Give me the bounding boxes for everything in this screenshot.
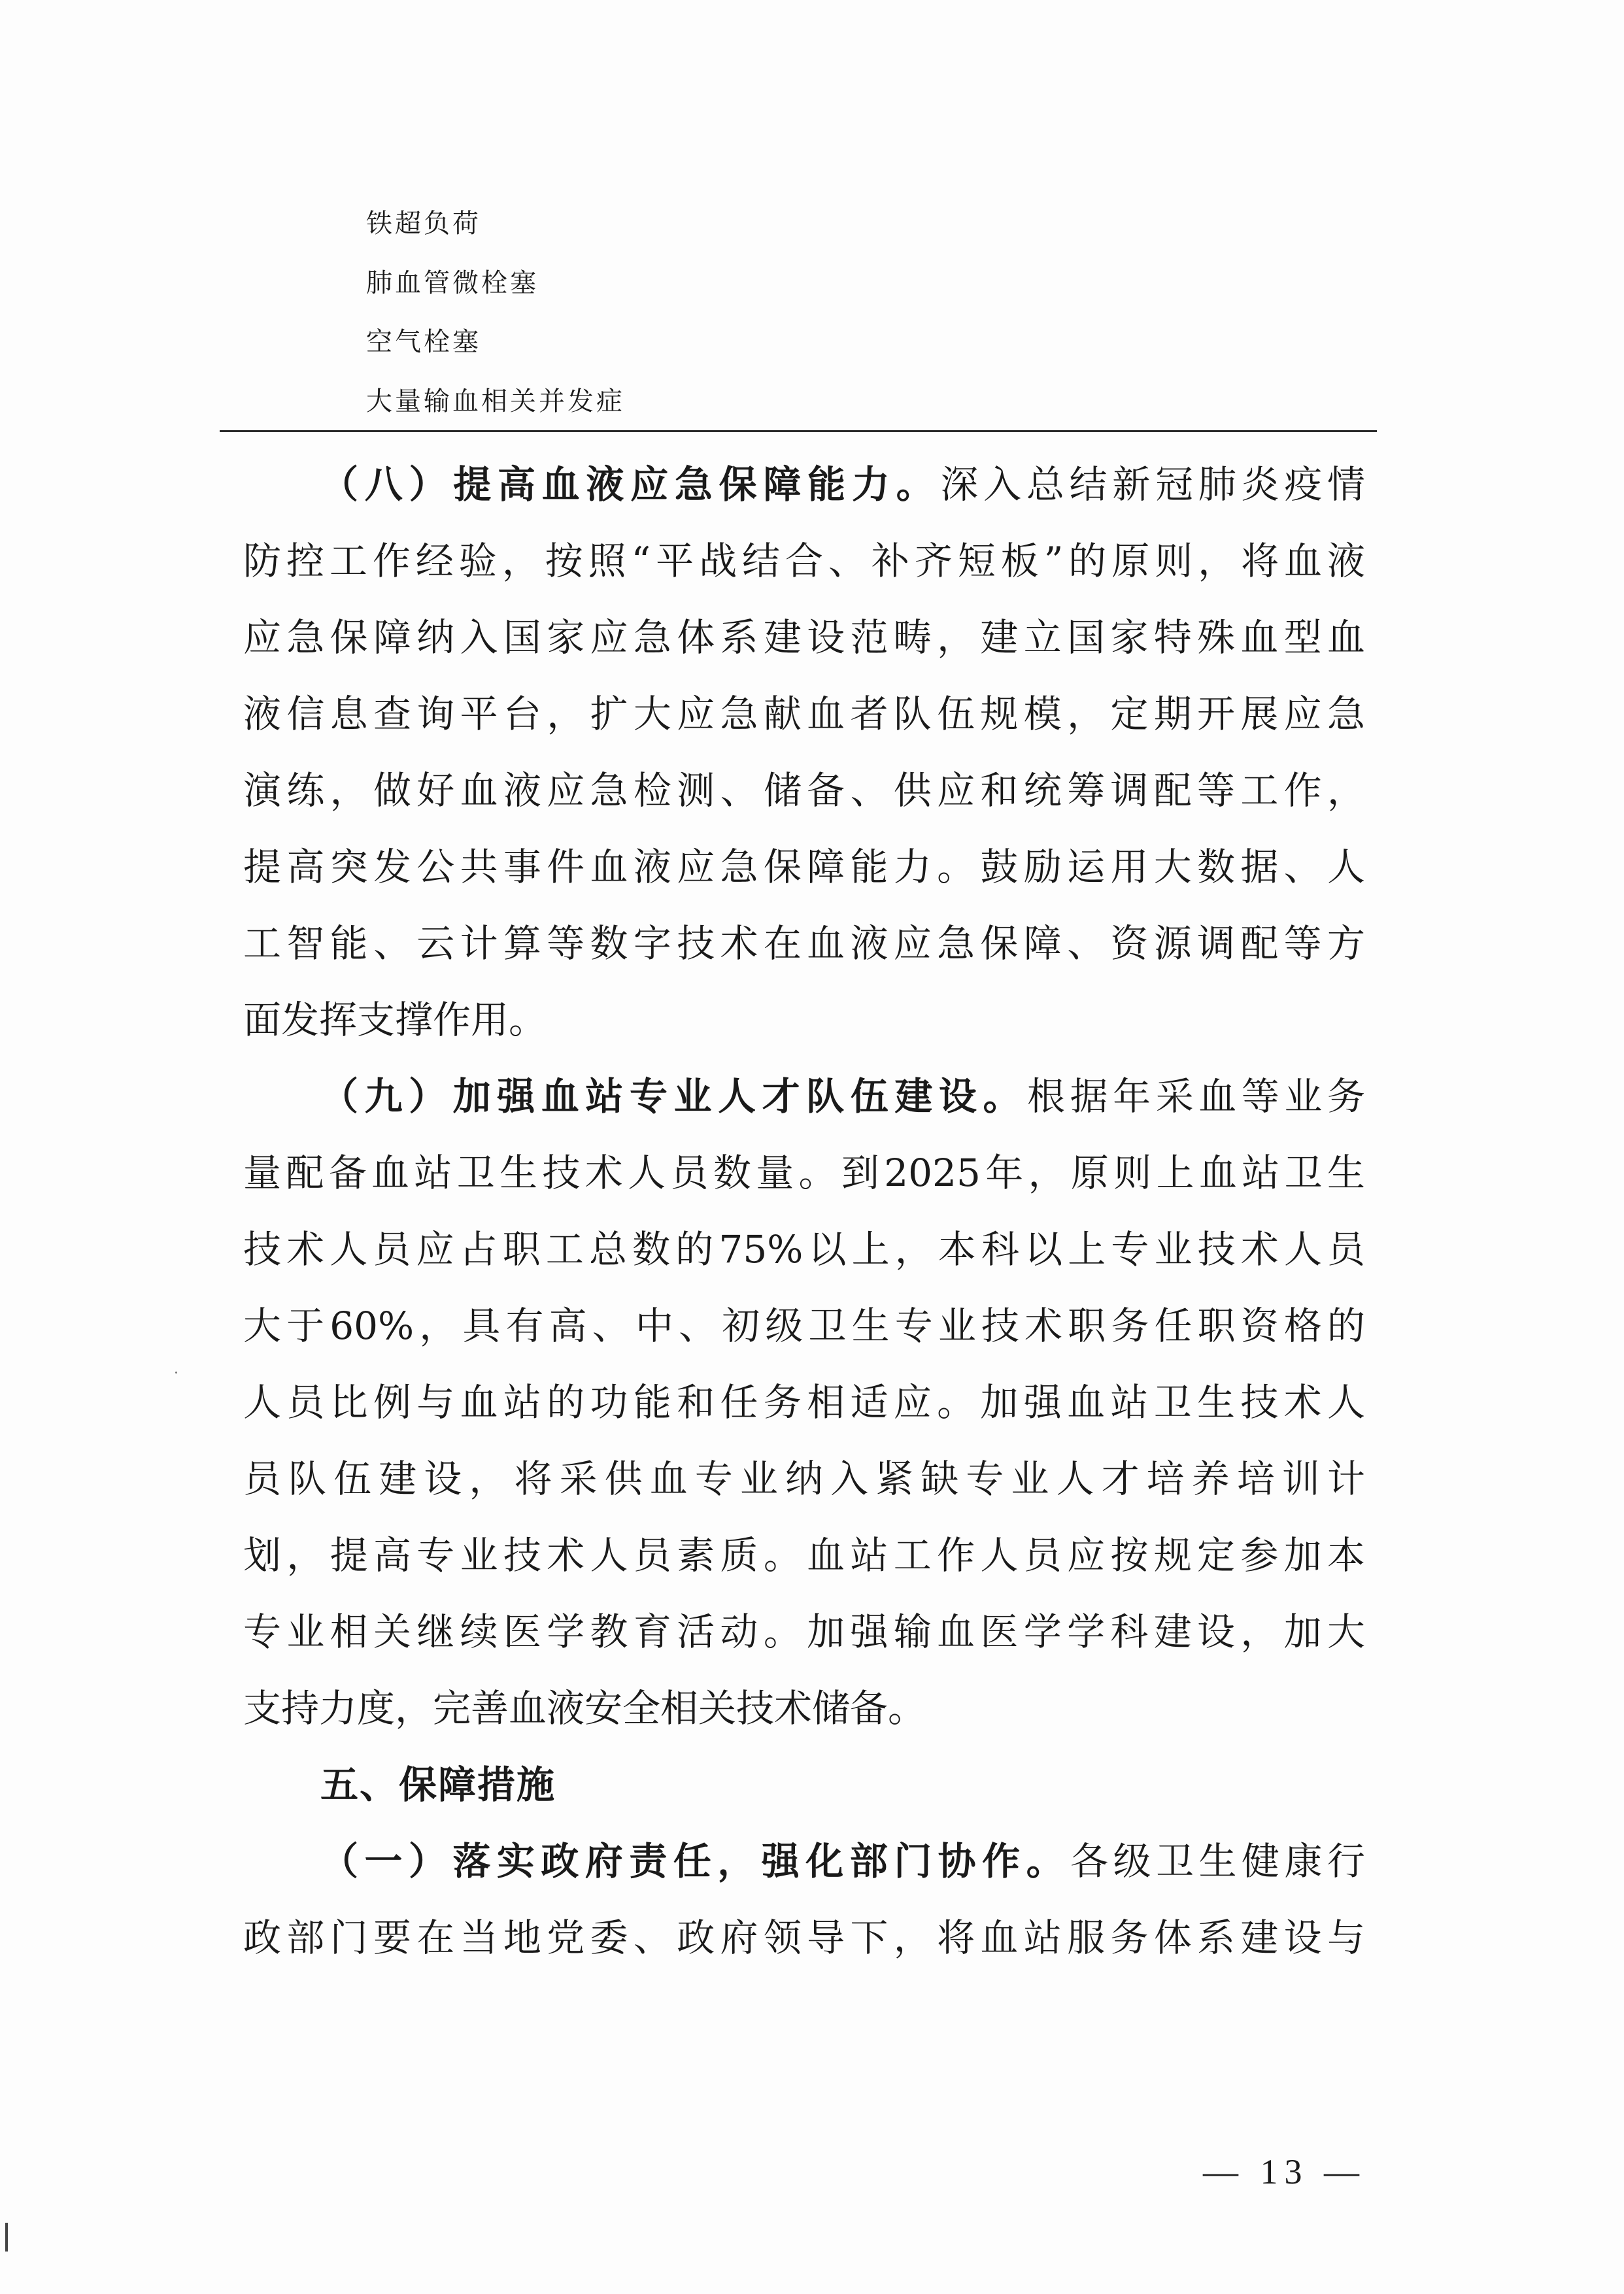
section-heading: 五、保障措施: [320, 1763, 556, 1807]
table-row: 铁超负荷: [366, 209, 481, 239]
table-bottom-rule: [220, 430, 1377, 432]
paragraph-line: [320, 462, 1365, 507]
paragraph-line: 员队伍建设，将采供血专业纳入紧缺专业人才培养培训计: [243, 1457, 1365, 1501]
paragraph-line: 量配备血站卫生技术人员数量。到2025年，原则上血站卫生: [243, 1151, 1365, 1195]
section-lead: （八）提高血液应急保障能力。: [320, 462, 941, 507]
paragraph-line: 面发挥支撑作用。: [243, 998, 547, 1042]
paragraph-line: 液信息查询平台，扩大应急献血者队伍规模，定期开展应急: [243, 692, 1365, 736]
paragraph-line: 支持力度，完善血液安全相关技术储备。: [243, 1686, 926, 1730]
table-row: 大量输血相关并发症: [366, 386, 625, 416]
paragraph-line: [320, 1074, 1365, 1119]
scan-artifact-mark: [5, 2223, 8, 2252]
paragraph-line: 政部门要在当地党委、政府领导下，将血站服务体系建设与: [243, 1915, 1365, 1960]
section-lead: （九）加强血站专业人才队伍建设。: [320, 1074, 1028, 1119]
paragraph-text: 根据年采血等业务: [1027, 1074, 1365, 1119]
paragraph-line: 大于60%，具有高、中、初级卫生专业技术职务任职资格的: [243, 1304, 1365, 1348]
paragraph-line: 人员比例与血站的功能和任务相适应。加强血站卫生技术人: [243, 1380, 1365, 1425]
paragraph-line: 防控工作经验，按照“平战结合、补齐短板”的原则，将血液: [243, 539, 1365, 583]
paragraph-line: 演练，做好血液应急检测、储备、供应和统筹调配等工作，: [243, 768, 1365, 813]
paragraph-text: 各级卫生健康行: [1070, 1839, 1365, 1883]
page-number: — 13 —: [1203, 2152, 1366, 2191]
paragraph-line: 提高突发公共事件血液应急保障能力。鼓励运用大数据、人: [243, 845, 1365, 889]
scan-artifact-dot: [175, 1372, 177, 1374]
paragraph-line: 技术人员应占职工总数的75%以上，本科以上专业技术人员: [243, 1227, 1365, 1272]
paragraph-text: 深入总结新冠肺炎疫情: [940, 462, 1365, 507]
paragraph-line: [320, 1839, 1365, 1883]
table-row: 空气栓塞: [366, 327, 481, 357]
table-row: 肺血管微栓塞: [366, 268, 539, 298]
section-lead: （一）落实政府责任，强化部门协作。: [320, 1839, 1071, 1883]
paragraph-line: 划，提高专业技术人员素质。血站工作人员应按规定参加本: [243, 1533, 1365, 1577]
paragraph-line: 专业相关继续医学教育活动。加强输血医学学科建设，加大: [243, 1610, 1365, 1654]
paragraph-line: 应急保障纳入国家应急体系建设范畴，建立国家特殊血型血: [243, 615, 1365, 660]
paragraph-line: 工智能、云计算等数字技术在血液应急保障、资源调配等方: [243, 921, 1365, 966]
